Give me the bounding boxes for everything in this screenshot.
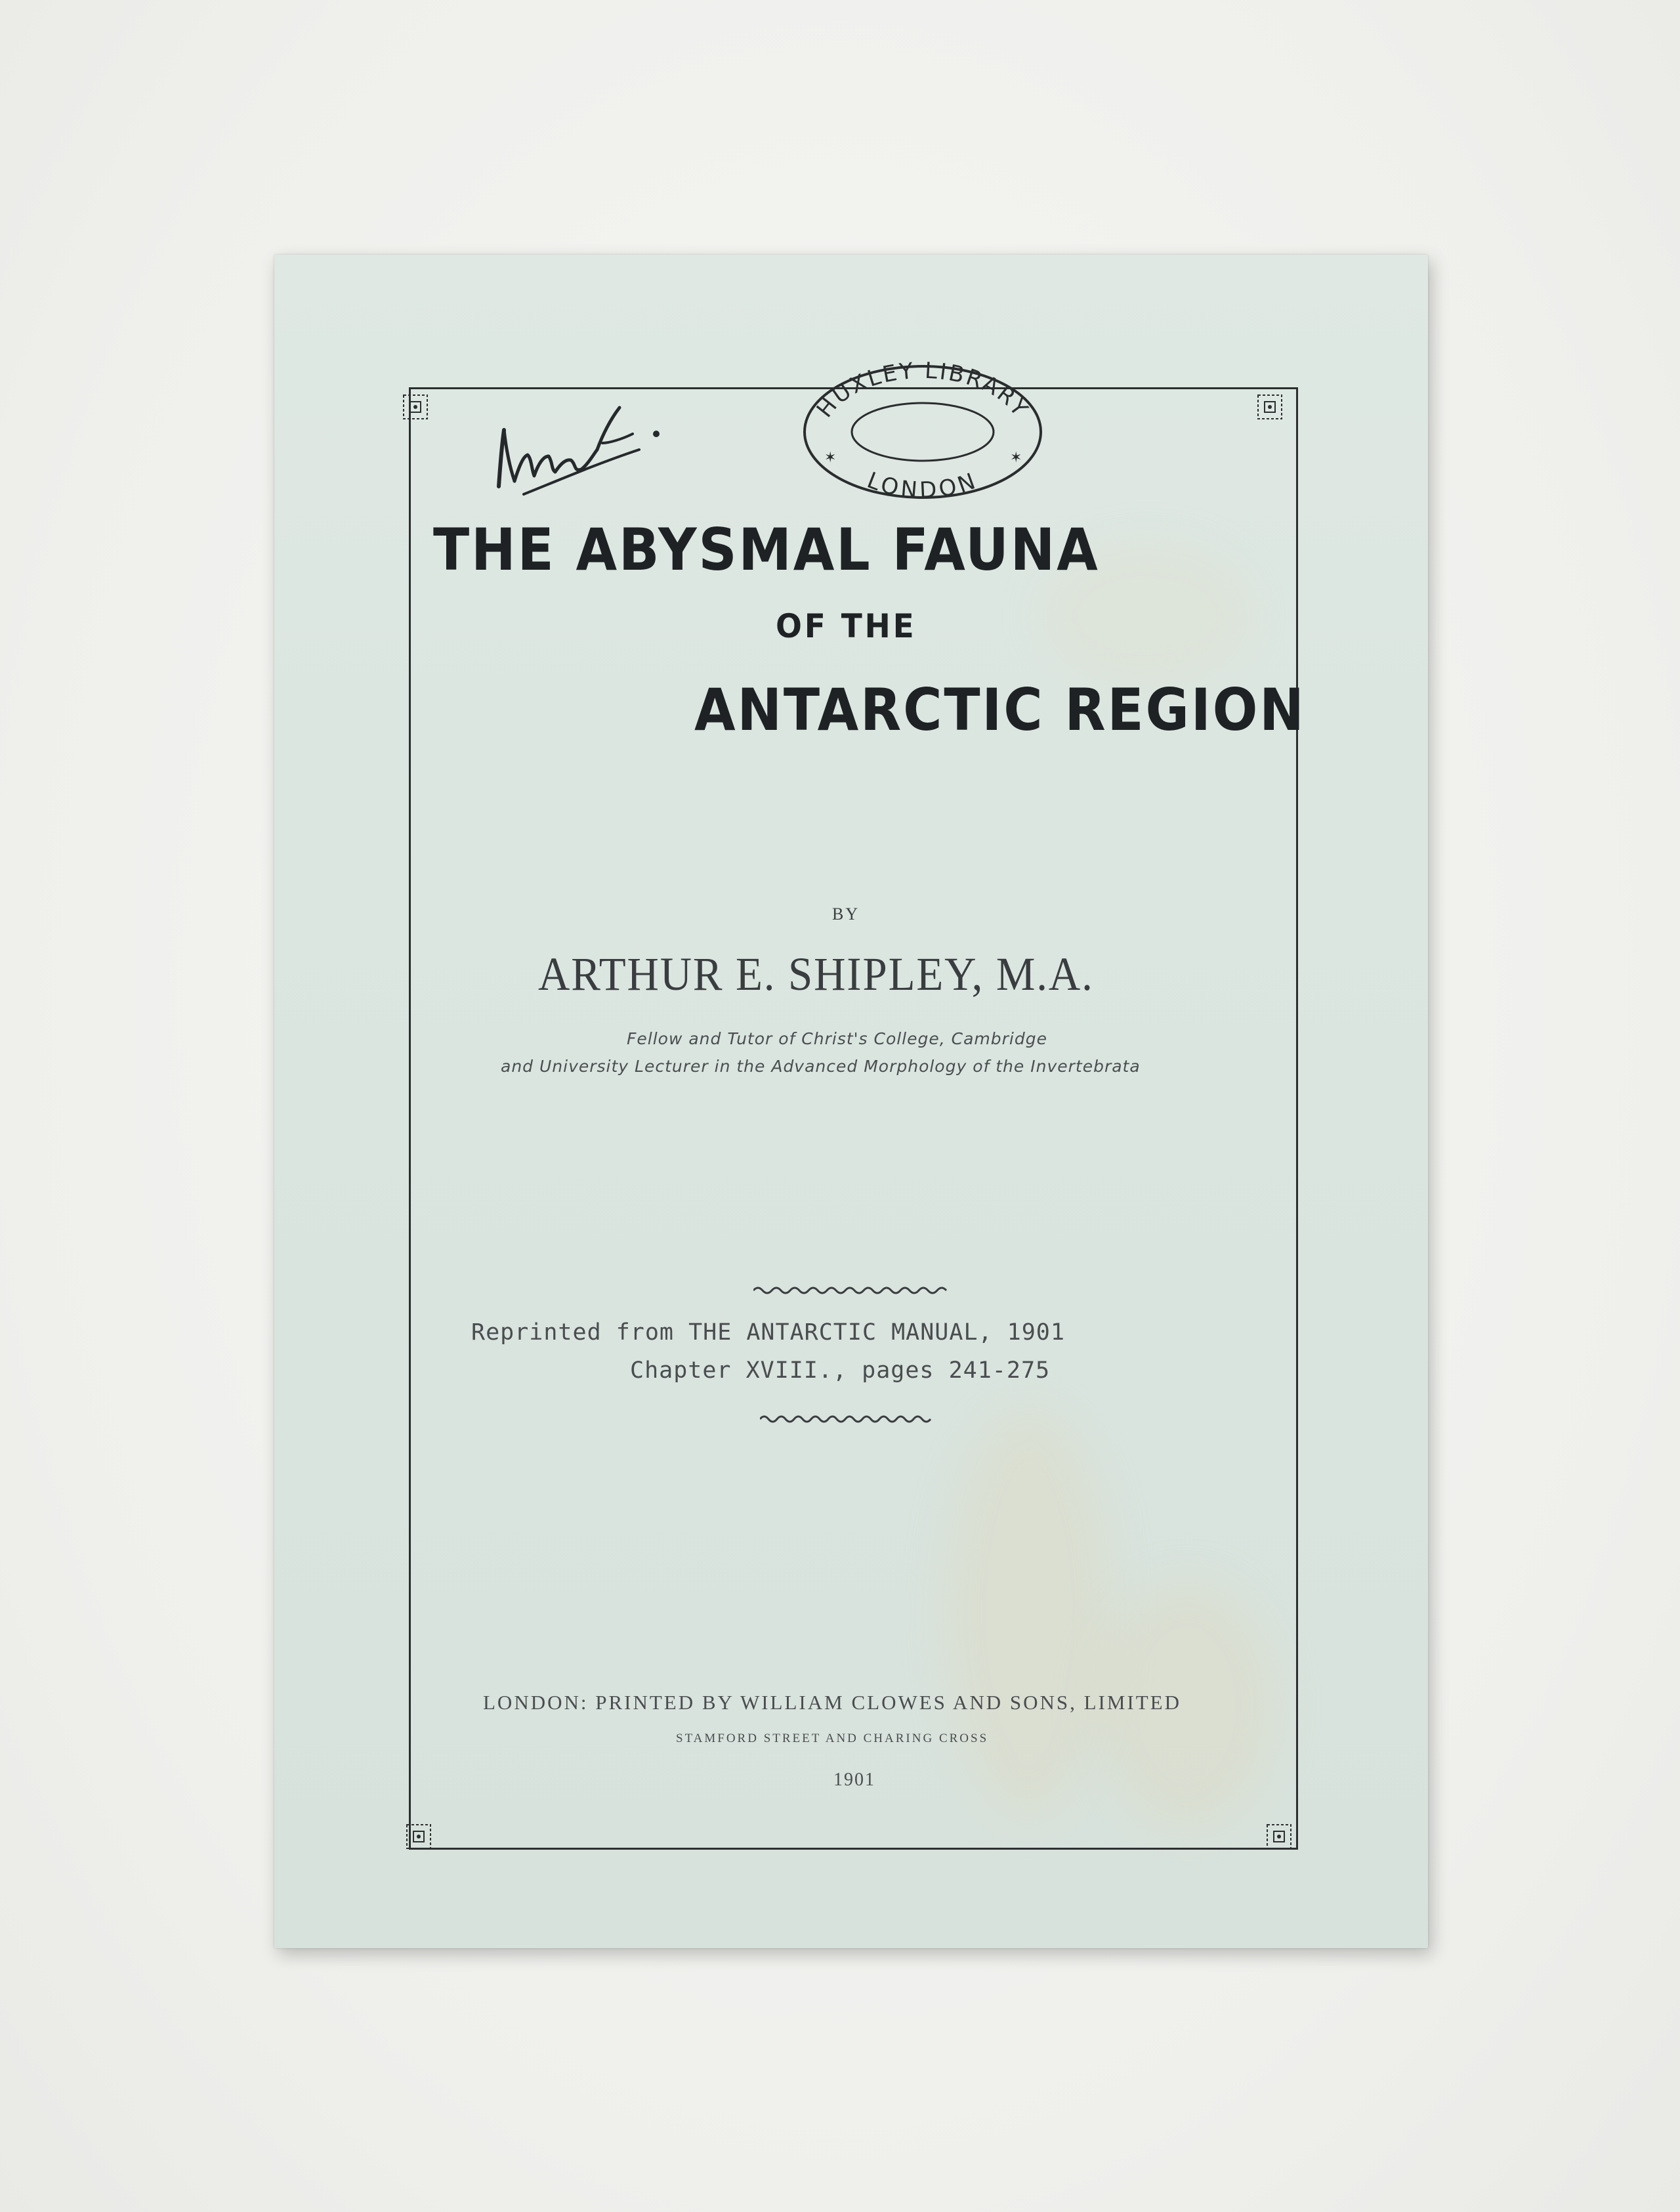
corner-ornament-icon (1266, 1823, 1292, 1850)
library-stamp (785, 352, 1060, 506)
svg-text:HUXLEY LIBRARY (812, 358, 1034, 423)
publication-year: 1901 (833, 1770, 875, 1790)
author-credential-line-1: Fellow and Tutor of Christ's College, Cambridge (627, 1029, 1047, 1048)
reprint-line-2: Chapter XVIII., pages 241-275 (630, 1357, 1051, 1384)
handwritten-annotation (484, 396, 681, 501)
title-line-3: ANTARCTIC REGION (694, 676, 1306, 744)
title-line-1: THE ABYSMAL FAUNA (433, 516, 1100, 584)
author-name: ARTHUR E. SHIPLEY, M.A. (538, 948, 1094, 1000)
wavy-rule-icon (760, 1414, 937, 1424)
reprint-line-1: Reprinted from THE ANTARCTIC MANUAL, 1901 (471, 1319, 1065, 1346)
corner-ornament-icon (406, 1823, 432, 1850)
corner-ornament-icon (1257, 394, 1283, 420)
author-credential-line-2: and University Lecturer in the Advanced Morphology of the Invertebrata (501, 1057, 1141, 1076)
imprint-line: LONDON: PRINTED BY WILLIAM CLOWES AND SONS, LIMITED (483, 1691, 1182, 1714)
pamphlet-cover (274, 255, 1428, 1948)
svg-text:LONDON (864, 467, 982, 504)
star-icon: ✶ (1010, 450, 1022, 466)
corner-ornament-icon (402, 394, 429, 420)
title-line-2: OF THE (776, 607, 917, 645)
stamp-top-text: HUXLEY LIBRARY (811, 357, 1034, 423)
wavy-rule-icon (753, 1285, 947, 1296)
star-icon: ✶ (824, 450, 837, 466)
byline: BY (832, 904, 860, 924)
imprint-address: STAMFORD STREET AND CHARING CROSS (676, 1732, 989, 1745)
stamp-bottom-text: LONDON (863, 467, 982, 504)
